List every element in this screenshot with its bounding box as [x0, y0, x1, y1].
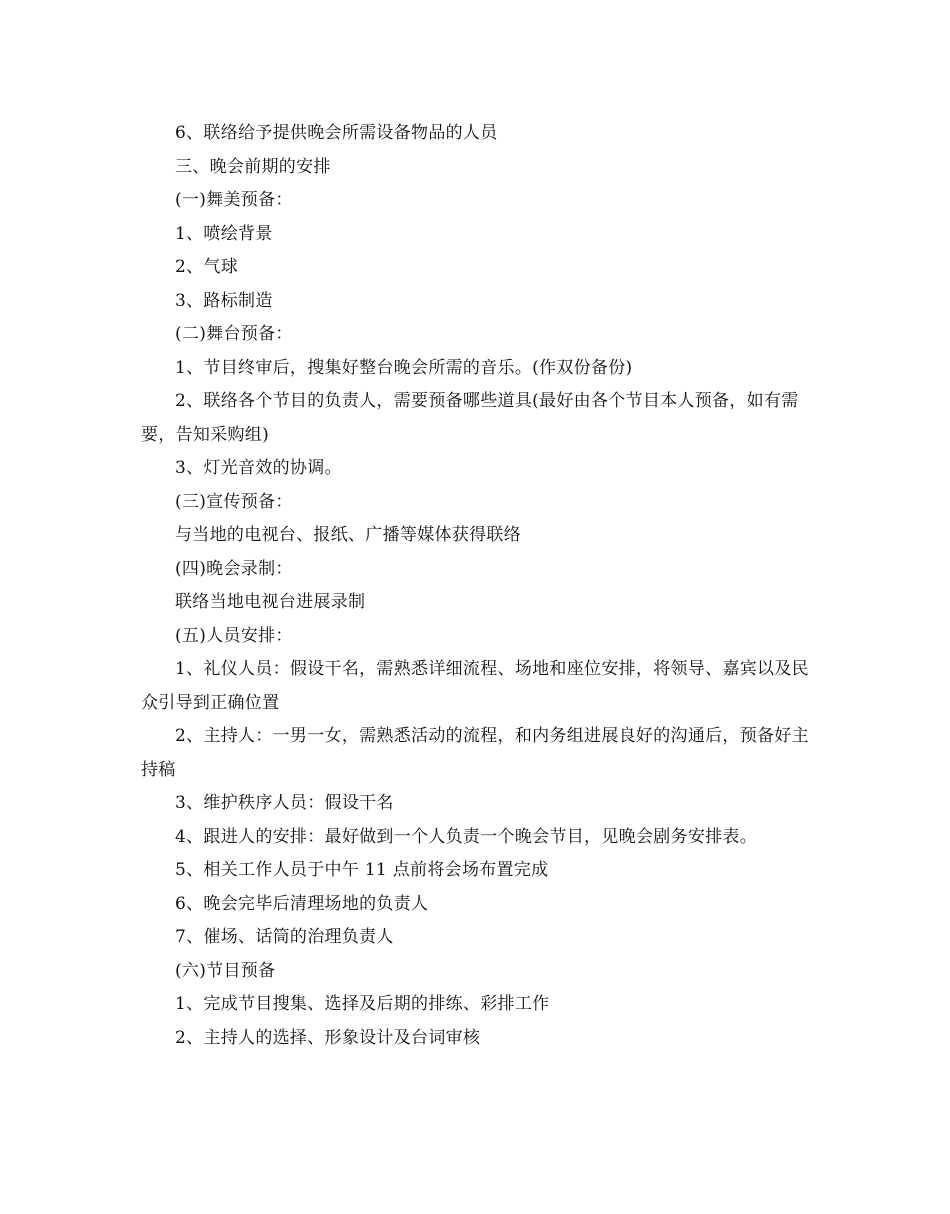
subsection-heading: (四)晚会录制： [175, 558, 293, 579]
subsection-heading: (一)舞美预备： [175, 190, 293, 210]
list-item: 2、气球 [175, 257, 239, 277]
list-item: 1、喷绘背景 [175, 223, 273, 244]
list-item: 5、相关工作人员于中午 11 点前将会场布置完成 [175, 860, 549, 880]
subsection-heading: (五)人员安排： [175, 625, 293, 646]
list-item: 3、路标制造 [175, 290, 273, 311]
list-item: 3、维护秩序人员：假设干名 [175, 793, 394, 813]
paragraph: 与当地的电视台、报纸、广播等媒体获得联络 [175, 525, 521, 545]
subsection-heading: (三)宣传预备： [175, 491, 293, 512]
list-item: 1、节目终审后，搜集好整台晚会所需的音乐。(作双份备份) [175, 357, 633, 378]
document-body [141, 117, 821, 1055]
list-item: 1、完成节目搜集、选择及后期的排练、彩排工作 [175, 994, 550, 1014]
list-item: 6、晚会完毕后清理场地的负责人 [175, 893, 429, 914]
section-heading: 三、晚会前期的安排 [175, 156, 331, 177]
list-item: 2、联络各个节目的负责人，需要预备哪些道具(最好由各个节目本人预备，如有需要，告知采购组) [141, 391, 799, 445]
list-item: 3、灯光音效的协调。 [175, 458, 342, 478]
list-item: 1、礼仪人员：假设干名，需熟悉详细流程、场地和座位安排，将领导、嘉宾以及民众引导到正确位置 [141, 659, 809, 713]
list-item: 2、主持人：一男一女，需熟悉活动的流程，和内务组进展良好的沟通后，预备好主持稿 [141, 726, 809, 780]
list-item: 7、催场、话筒的治理负责人 [175, 927, 394, 947]
list-item: 2、主持人的选择、形象设计及台词审核 [175, 1027, 481, 1048]
subsection-heading: (六)节目预备 [175, 960, 276, 981]
paragraph: 联络当地电视台进展录制 [175, 592, 366, 612]
paragraph: 6、联络给予提供晚会所需设备物品的人员 [175, 123, 498, 143]
list-item: 4、跟进人的安排：最好做到一个人负责一个晚会节目，见晚会剧务安排表。 [175, 826, 758, 847]
subsection-heading: (二)舞台预备： [175, 324, 293, 344]
